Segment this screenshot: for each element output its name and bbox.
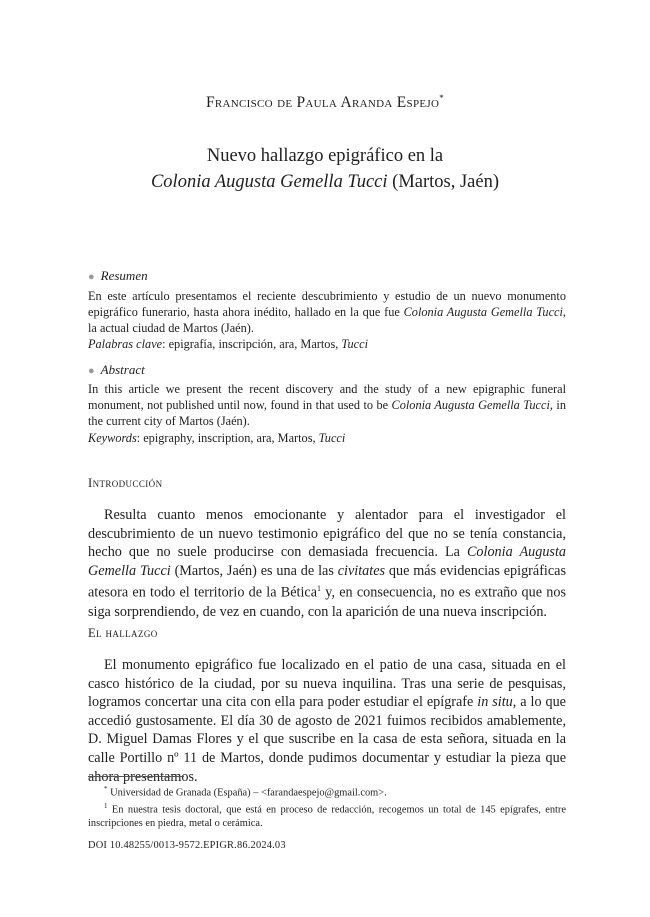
bullet-icon: ● xyxy=(88,365,95,377)
resumen-keywords: Palabras clave: epigrafía, inscripción, ara, Martos, Tucci xyxy=(88,337,369,351)
resumen-heading: ● Resumen xyxy=(88,268,148,283)
footnote-1: $^1$ En nuestra tesis doctoral, que está en proceso de redacción, recogemos un total de 145 epígrafes, entre inscripciones en piedra, metal o cerámica. xyxy=(88,801,566,829)
footnote-divider xyxy=(88,776,184,777)
footnote-ref-1: 1 xyxy=(317,584,322,594)
footnote-author: * Universidad de Granada (España) – <farandaespejo@gmail.com>. xyxy=(104,785,387,799)
section-heading-hallazgo: El hallazgo xyxy=(88,626,158,640)
intro-paragraph: Resulta cuanto menos emocionante y alentador para el investigador el descubrimiento de un nuevo testimonio epigráfico del que no se tenía constancia, hecho que no suele producirse con demasiada frecuencia. La Colonia Augusta Gemella Tucci (Martos, Jaén) es una de las civitates que más evidencias epigráficas atesora en todo el territorio de la Bética$^1$ y, en consecuencia, no es extraño que nos siga sorprendiendo, de vez en cuando, con la aparición de una nueva inscripción. xyxy=(88,507,566,620)
article-title-line2: Colonia Augusta Gemella Tucci (Martos, Jaén) xyxy=(150,172,500,192)
abstract-heading: ● Abstract xyxy=(88,362,145,377)
abstract-keywords: Keywords: epigraphy, inscription, ara, Martos, Tucci xyxy=(88,431,346,445)
article-title-line1: Nuevo hallazgo epigráfico en la xyxy=(206,146,444,166)
bullet-icon: ● xyxy=(88,271,95,283)
resumen-text: En este artículo presentamos el reciente descubrimiento y estudio de un nuevo monumento epigráfico funerario, hasta ahora inédito, hallado en la que fue Colonia Augusta Gemella Tucci, la actual ciudad de Martos (Jaén). xyxy=(88,289,566,335)
section-heading-introduccion: Introducción xyxy=(88,476,163,490)
author-footnote-mark: * xyxy=(439,93,445,103)
footnotes xyxy=(88,783,566,830)
author-name: Francisco de Paula Aranda Espejo* xyxy=(205,93,445,112)
abstract-text: In this article we present the recent discovery and the study of a new epigraphic funeral monument, not published until now, found in that used to be Colonia Augusta Gemella Tucci, in the current city of Martos (Jaén). xyxy=(88,382,566,428)
doi: DOI 10.48255/0013-9572.EPIGR.86.2024.03 xyxy=(88,840,286,851)
hallazgo-paragraph: El monumento epigráfico fue localizado en el patio de una casa, situada en el casco histórico de la ciudad, por su nueva inquilina. Tras una serie de pesquisas, logramos concertar una cita con ella para poder estudiar el epígrafe in situ, a lo que accedió gustosamente. El día 30 de agosto de 2021 fuimos recibidos amablemente, D. Miguel Damas Flores y el que suscribe en la casa de esta señora, situada en la calle Portillo nº 11 de Martos, donde pudimos documentar y estudiar la pieza que ahora presentamos. xyxy=(88,657,566,785)
